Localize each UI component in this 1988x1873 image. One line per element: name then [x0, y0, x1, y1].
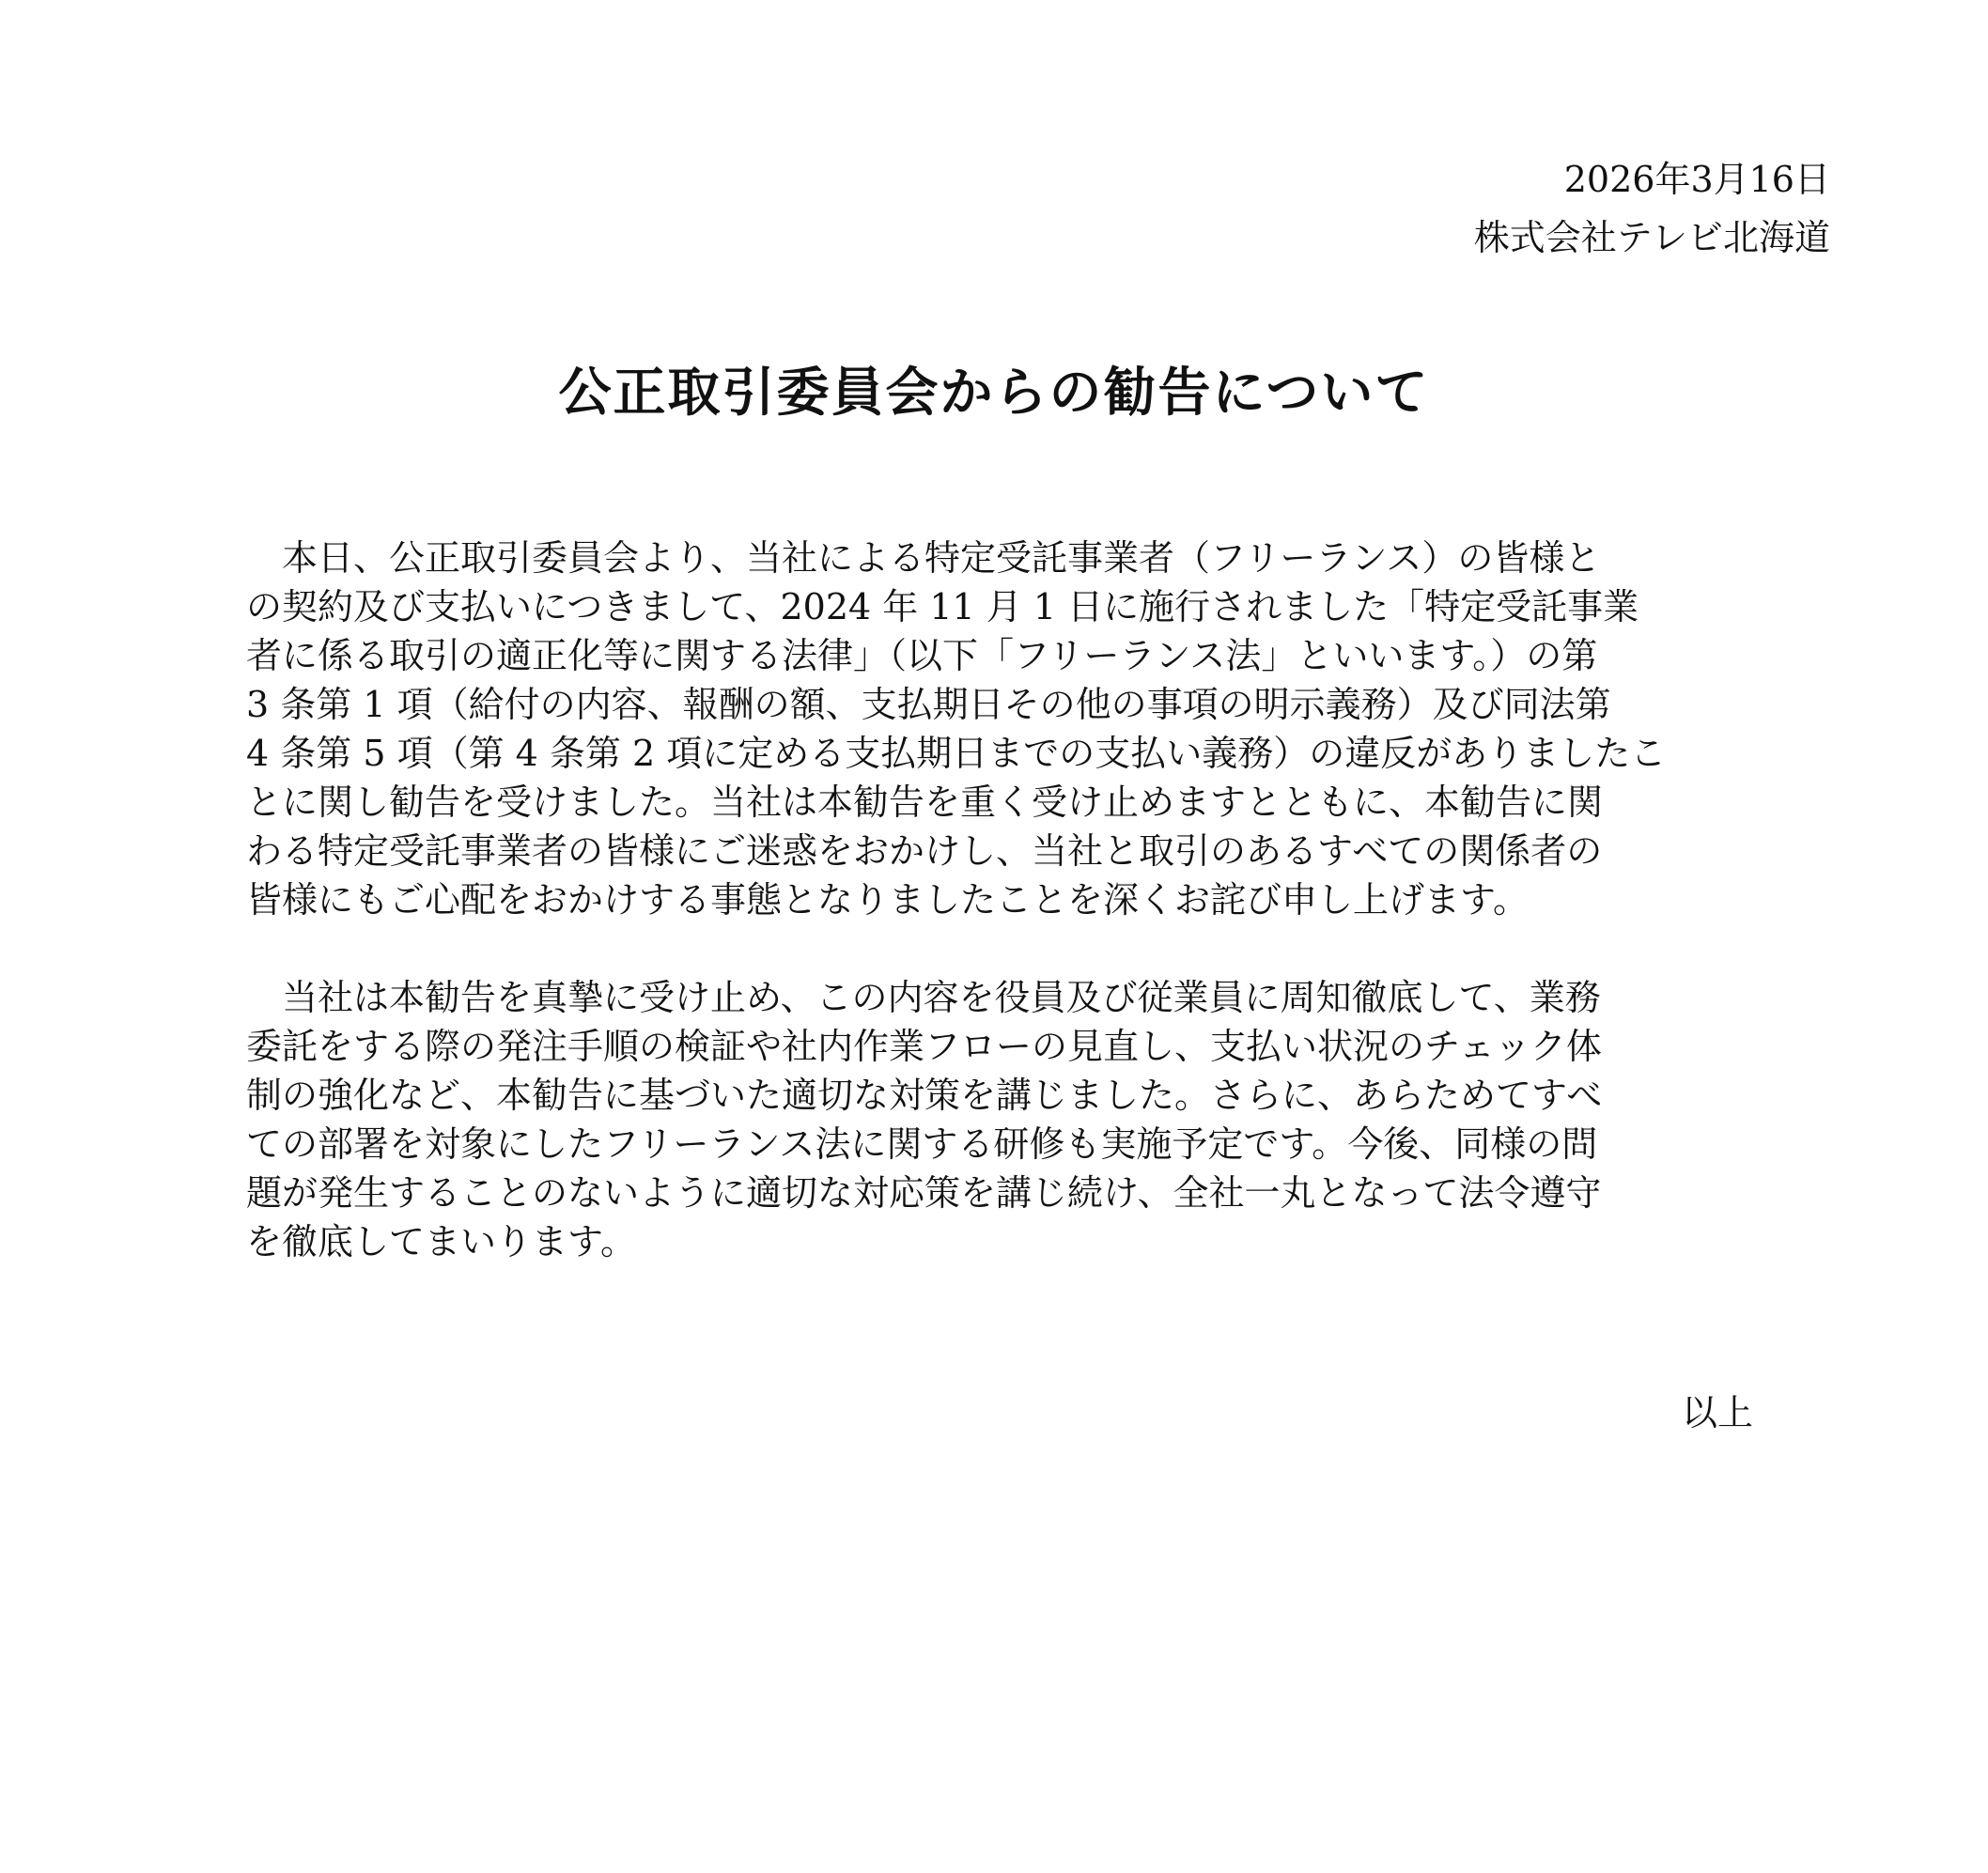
paragraph-line: 当社は本勧告を真摯に受け止め、この内容を役員及び従業員に周知徹底して、業務 — [246, 977, 1601, 1018]
paragraph-line: 4 条第 5 項（第 4 条第 2 項に定める支払期日までの支払い義務）の違反がありましたこ — [246, 733, 1667, 774]
page-title: 公正取引委員会からの勧告について — [558, 362, 1430, 424]
paragraph-line: 制の強化など、本勧告に基づいた適切な対策を講じました。さらに、あらためてすべ — [246, 1075, 1603, 1116]
paragraph-line: 皆様にもご心配をおかけする事態となりましたことを深くお詫び申し上げます。 — [246, 879, 1529, 921]
paragraph-apology — [246, 534, 1753, 924]
paragraph-line: 3 条第 1 項（給付の内容、報酬の額、支払期日その他の事項の明示義務）及び同法第 — [246, 684, 1611, 725]
paragraph-line: わる特定受託事業者の皆様にご迷惑をおかけし、当社と取引のあるすべての関係者の — [246, 830, 1603, 872]
paragraph-line: 本日、公正取引委員会より、当社による特定受託事業者（フリーランス）の皆様と — [246, 537, 1601, 579]
paragraph-line: ての部署を対象にしたフリーランス法に関する研修も実施予定です。今後、同様の問 — [246, 1123, 1598, 1165]
paragraph-line: 者に係る取引の適正化等に関する法律」（以下「フリーランス法」といいます。）の第 — [246, 635, 1598, 676]
paragraph-line: 委託をする際の発注手順の検証や社内作業フローの見直し、支払い状況のチェック体 — [246, 1026, 1602, 1067]
paragraph-line: を徹底してまいります。 — [246, 1221, 636, 1262]
document-body — [246, 534, 1753, 1266]
paragraph-line: とに関し勧告を受けました。当社は本勧告を重く受け止めますとともに、本勧告に関 — [246, 782, 1604, 823]
issue-date: 2026年3月16日 — [1563, 159, 1830, 200]
paragraph-line: 題が発生することのないように適切な対応策を講じ続け、全社一丸となって法令遵守 — [246, 1172, 1602, 1214]
company-name: 株式会社テレビ北海道 — [1473, 217, 1830, 258]
paragraph-line: の契約及び支払いにつきまして、2024 年 11 月 1 日に施行されました「特定受託事業 — [246, 586, 1639, 627]
document-header — [1474, 150, 1830, 267]
closing-remark: 以上 — [1681, 1392, 1753, 1433]
paragraph-measures — [246, 973, 1753, 1266]
